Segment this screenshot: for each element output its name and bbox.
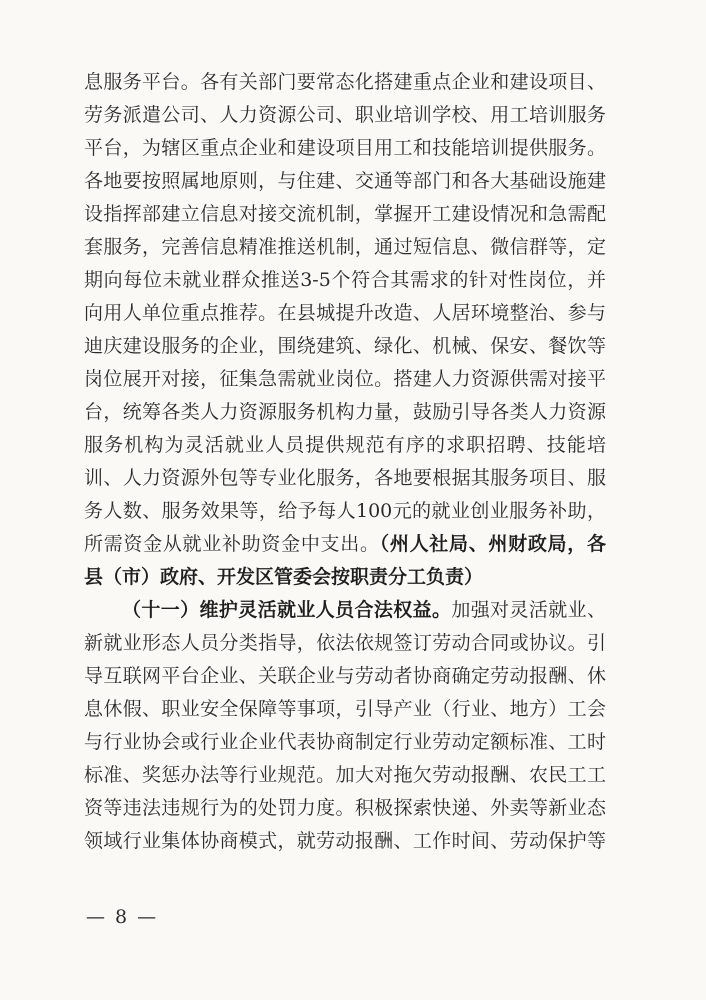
text-line: 岗位展开对接，征集急需就业岗位。搭建人力资源供需对接平 xyxy=(84,368,606,390)
text-line: 套服务，完善信息精准推送机制，通过短信息、微信群等，定 xyxy=(84,236,606,258)
text-line: 息休假、职业安全保障等事项，引导产业（行业、地方）工会 xyxy=(84,698,606,720)
text-line: 服务机构为灵活就业人员提供规范有序的求职招聘、技能培 xyxy=(84,434,606,456)
text-line: 台，统筹各类人力资源服务机构力量，鼓励引导各类人力资源 xyxy=(84,401,606,423)
text-segment: 所需资金从就业补助资金中支出。 xyxy=(84,533,380,555)
responsibility-note: （州人社局、州财政局，各 xyxy=(379,533,606,555)
section-heading-line xyxy=(84,594,606,627)
body-text xyxy=(84,66,606,858)
text-line: 新就业形态人员分类指导，依法依规签订劳动合同或协议。引 xyxy=(84,632,606,654)
text-line: 劳务派遣公司、人力资源公司、职业培训学校、用工培训服务 xyxy=(84,104,606,126)
text-line: 各地要按照属地原则，与住建、交通等部门和各大基础设施建 xyxy=(84,170,606,192)
text-line: 向用人单位重点推荐。在县城提升改造、人居环境整治、参与 xyxy=(84,302,606,324)
text-line: 期向每位未就业群众推送3-5个符合其需求的针对性岗位，并 xyxy=(84,269,606,291)
text-line: 领域行业集体协商模式，就劳动报酬、工作时间、劳动保护等 xyxy=(84,830,606,852)
text-line: 训、人力资源外包等专业化服务，各地要根据其服务项目、服 xyxy=(84,467,606,489)
text-line: 导互联网平台企业、关联企业与劳动者协商确定劳动报酬、休 xyxy=(84,665,606,687)
text-line: 设指挥部建立信息对接交流机制，掌握开工建设情况和急需配 xyxy=(84,203,606,225)
section-heading: （十一）维护灵活就业人员合法权益。 xyxy=(122,599,452,621)
text-line: 息服务平台。各有关部门要常态化搭建重点企业和建设项目、 xyxy=(84,71,606,93)
text-line: 务人数、服务效果等，给予每人100元的就业创业服务补助， xyxy=(84,500,606,522)
text-line: 平台，为辖区重点企业和建设项目用工和技能培训提供服务。 xyxy=(84,137,606,159)
text-line: 迪庆建设服务的企业，围绕建筑、绿化、机械、保安、餐饮等 xyxy=(84,335,606,357)
text-line: 与行业协会或行业企业代表协商制定行业劳动定额标准、工时 xyxy=(84,731,606,753)
text-line xyxy=(84,561,606,594)
text-segment: 加强对灵活就业、 xyxy=(451,599,606,621)
text-line-mixed xyxy=(84,528,606,561)
text-line: 标准、奖惩办法等行业规范。加大对拖欠劳动报酬、农民工工 xyxy=(84,764,606,786)
text-line: 资等违法违规行为的处罚力度。积极探索快递、外卖等新业态 xyxy=(84,797,606,819)
responsibility-note: 县（市）政府、开发区管委会按职责分工负责） xyxy=(84,566,484,588)
page-number: — 8 — xyxy=(86,906,159,928)
